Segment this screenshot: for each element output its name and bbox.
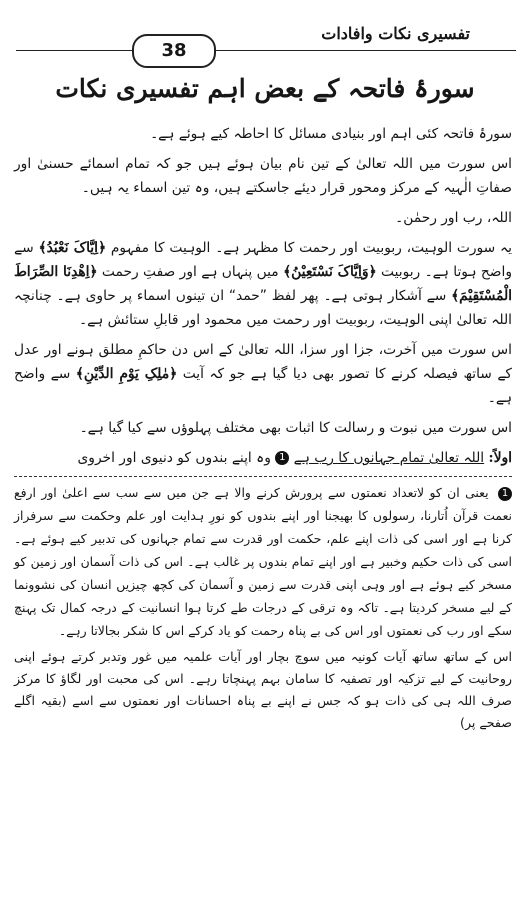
ayah-ihdinas-sirat: ﴿اِھْدِنَا الصِّرَاطَ الْمُسْتَقِیْمَ﴾ (14, 264, 512, 304)
paragraph-4 (14, 236, 512, 332)
continued-next-page-note: (بقیہ اگلے صفحے پر) (14, 693, 512, 730)
chapter-title: سورۂ فاتحہ کے بعض اہم تفسیری نکات (55, 74, 475, 103)
paragraph-6: اس سورت میں نبوت و رسالت کا اثبات بھی مختلف پہلوؤں سے کیا گیا ہے۔ (79, 420, 512, 436)
paragraph-4-text-b: سے واضح ہوتا ہے۔ ربوبیت (14, 240, 513, 280)
paragraph-1: سورۂ فاتحہ کئی اہم اور بنیادی مسائل کا احاطہ کیے ہوئے ہے۔ (150, 126, 512, 142)
underlined-statement: اللہ تعالیٰ تمام جہانوں کا رب ہے (293, 450, 485, 466)
paragraph-4-text-d: سے آشکار ہوتی ہے۔ پھر لفظ ”حمد“ ان تینوں اسماء پر حاوی ہے۔ چنانچہ اللہ تعالیٰ اپنی الوہیت، ربوبیت اور رحمت میں محمود اور قابلِ ستائش ہے۔ (14, 288, 512, 328)
paragraph-7-text-b: وہ اپنے بندوں کو دنیوی اور اخروی (77, 450, 271, 466)
paragraph-2: اس سورت میں اللہ تعالیٰ کے تین نام بیان ہوئے ہیں جو کہ تمام اسمائے حسنیٰ اور صفاتِ الٰہیہ کے مرکز ومحور قرار دیئے جاسکتے ہیں، وہ تین اسماء یہ ہیں۔ (14, 156, 512, 196)
paragraph-3: اللہ، رب اور رحمٰن۔ (395, 210, 512, 226)
ayah-iyyaka-nabudu: ﴿اِیَّاکَ نَعْبُدُ﴾ (38, 240, 107, 256)
page-number: 38 (132, 34, 216, 68)
footnote-marker: 1 (275, 451, 289, 465)
body-text (14, 122, 512, 740)
footnote-divider (14, 476, 512, 477)
paragraph-7 (14, 446, 512, 470)
paragraph-5-text-a: اس سورت میں آخرت، جزا اور سزا، اللہ تعالیٰ کے اس دن حاکمِ مطلق ہونے اور عدل کے ساتھ فیصلہ کرنے کا تصور بھی دیا گیا ہے جو کہ آیت (14, 342, 512, 382)
paragraph-4-text-a: یہ سورت الوہیت، ربوبیت اور رحمت کا مظہر ہے۔ الوہیت کا مفہوم (110, 240, 512, 256)
page-header (16, 18, 516, 61)
ayah-iyyaka-nastaeen: ﴿وَاِیَّاکَ نَسْتَعِیْنُ﴾ (283, 264, 377, 280)
paragraph-5 (14, 338, 512, 410)
footnote (14, 481, 512, 642)
running-header-title: تفسیری نکات وافادات (315, 24, 476, 43)
point-label-first: اولاً: (488, 450, 512, 466)
header-rule (16, 50, 516, 51)
footnote-text: یعنی ان کو لاتعداد نعمتوں سے پرورش کرنے والا ہے جن میں سے سب سے اعلیٰ اور ارفع نعمت قرآن اُتارنا، رسولوں کا بھیجنا اور اپنے بندوں کو نورِ ہدایت اور علم وحکمت سے سرفراز کرنا ہے اور اسی کی ذات اپنے علم، حکمت اور قدرت سے تمام جہانوں کی تدبیر کیے ہوئے ہے۔ اسی کی ذات حکیم وخبیر ہے اور اپنے تمام بندوں پر غالب ہے۔ اس کی ذات آسمان اور زمین کو مسخر کیے ہوئے ہے اور وہی اپنی قدرت سے زمین و آسمان کی کچھ چیزیں انسان کی نشوونما کے لیے مسخر کردیتا ہے۔ تاکہ وہ ترقی کے درجات طے کرتا ہوا انسانیت کے درجہ کمال تک پہنچ سکے اور رب کی نعمتوں اور اس کی بے پناہ رحمت کو یاد کرکے اس کا شکر بجالاتا رہے۔ (14, 485, 512, 638)
footnote-number-icon: 1 (498, 487, 512, 501)
paragraph-8 (14, 646, 512, 734)
paragraph-5-text-b: سے واضح ہے۔ (14, 366, 512, 406)
ayah-maliki-yawmid-deen: ﴿مٰلِکِ یَوْمِ الدِّیْنِ﴾ (75, 366, 178, 382)
paragraph-8-text: اس کے ساتھ ساتھ آیات کونیہ میں سوچ بچار اور آیات علمیہ میں غور وتدبر کرتے ہوئے اپنی روحانیت کے لیے تزکیہ اور تصفیہ کا سامان بہم پہنچاتا رہے۔ اس کی محبت اور لگاؤ کا مرکز صرف اللہ ہی کی ذات ہو کہ جس نے اپنے بے پناہ احسانات اور نعمتوں سے اسے (14, 649, 512, 708)
paragraph-4-text-c: میں پنہاں ہے اور صفتِ رحمت (101, 264, 279, 280)
